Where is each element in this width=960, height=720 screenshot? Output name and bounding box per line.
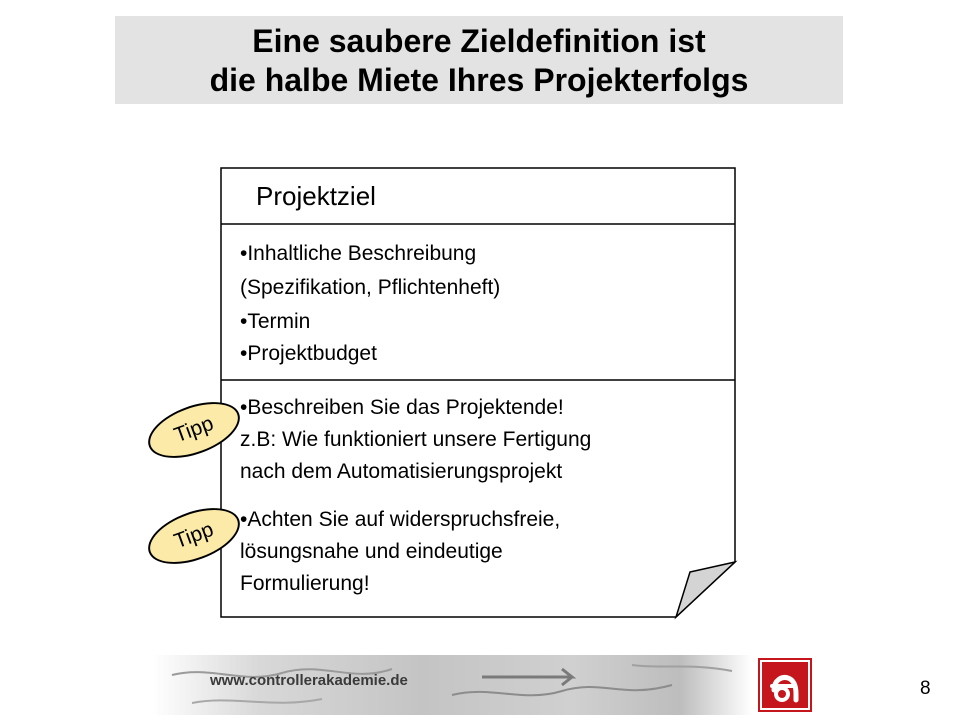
- tip-text-line: z.B: Wie funktioniert unsere Fertigung: [240, 428, 592, 451]
- bullet-line: •Inhaltliche Beschreibung: [240, 242, 477, 265]
- slide-title-line-2: die halbe Miete Ihres Projekterfolgs: [209, 62, 749, 98]
- tip-text-line: nach dem Automatisierungsprojekt: [240, 460, 563, 483]
- tip-text-line: •Achten Sie auf widerspruchsfreie,: [240, 508, 561, 531]
- controllerakademie-logo-icon: [758, 658, 812, 712]
- tipp-badge: Tipp: [141, 391, 248, 469]
- slide-title-line-1: Eine saubere Zieldefinition ist: [252, 23, 706, 59]
- tip-text-line: Formulierung!: [240, 572, 370, 595]
- card-header-title: Projektziel: [256, 181, 376, 211]
- bullet-line: •Projektbudget: [240, 342, 377, 365]
- footer-url: www.controllerakademie.de: [210, 672, 408, 689]
- bullet-line: •Termin: [240, 310, 311, 333]
- page-number: 8: [920, 678, 931, 699]
- tip-text-line: •Beschreiben Sie das Projektende!: [240, 396, 564, 419]
- tipp-badge: Tipp: [141, 497, 248, 575]
- bullet-line: (Spezifikation, Pflichtenheft): [240, 276, 501, 299]
- tip-text-line: lösungsnahe und eindeutige: [240, 540, 503, 563]
